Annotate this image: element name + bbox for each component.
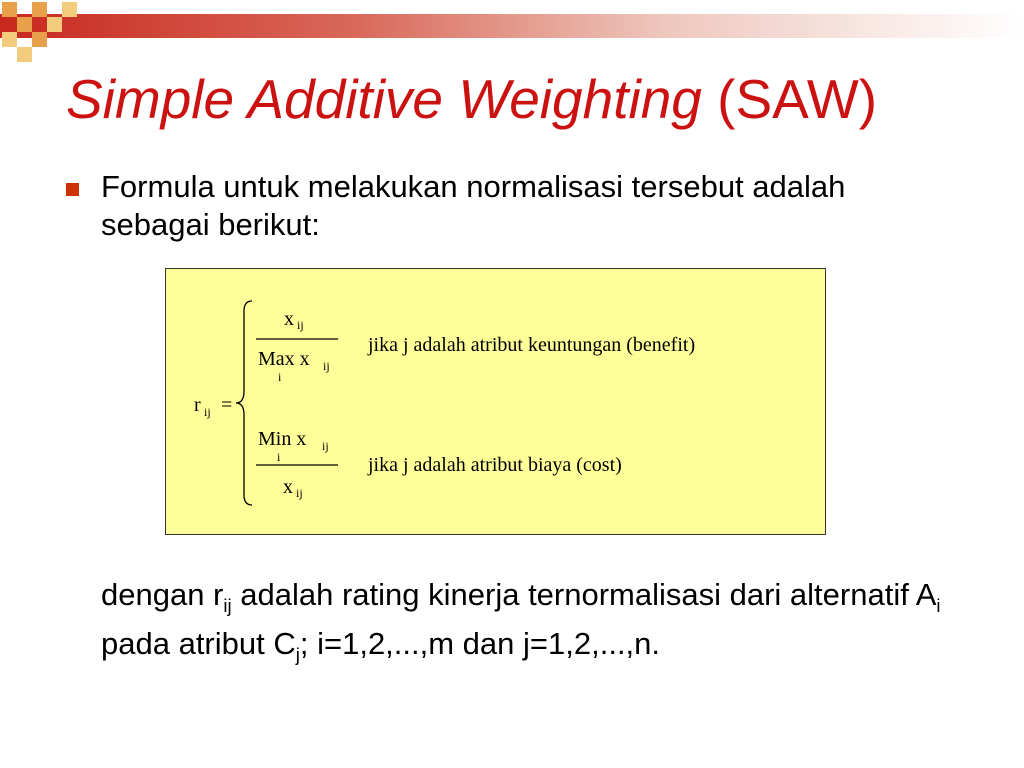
explanation-sub-ij: ij: [223, 595, 232, 617]
bullet-text: Formula untuk melakukan normalisasi tersebut adalah sebagai berikut:: [101, 169, 846, 242]
bullet-square-icon: [66, 183, 79, 196]
cost-numerator: Min x: [258, 428, 307, 450]
benefit-condition-text: jika j adalah atribut keuntungan (benefit): [368, 334, 696, 356]
explanation-text: [101, 576, 961, 674]
explanation-sub-i: i: [936, 595, 941, 617]
header-gradient-bar: [0, 14, 1024, 38]
cost-denominator-sub: ij: [296, 486, 303, 500]
explanation-part-3: pada atribut C: [101, 626, 296, 662]
formula-lhs-r: r: [194, 394, 201, 416]
benefit-denominator-sub: ij: [323, 359, 330, 373]
benefit-numerator-x: x: [284, 308, 294, 330]
cost-numerator-sub: ij: [322, 439, 329, 453]
formula-box: [165, 268, 826, 535]
cost-numerator-under: i: [277, 450, 281, 464]
explanation-part-1: dengan r: [101, 577, 224, 612]
benefit-denominator-under: i: [278, 370, 282, 384]
benefit-numerator-sub: ij: [297, 318, 304, 332]
explanation-part-2: adalah rating kinerja ternormalisasi dari alternatif A: [231, 577, 937, 612]
explanation-part-4: ; i=1,2,...,m dan j=1,2,...,n.: [299, 626, 661, 662]
corner-checker-decoration: [0, 0, 80, 62]
formula-brace: [236, 301, 252, 505]
formula-equals: =: [221, 394, 233, 416]
title-rest: (SAW): [701, 68, 878, 130]
cost-condition-text: jika j adalah atribut biaya (cost): [368, 454, 622, 476]
benefit-denominator: Max x: [258, 348, 310, 370]
title-italic: Simple Additive Weighting: [66, 68, 702, 130]
formula-svg: [166, 269, 827, 536]
slide-title: [66, 68, 878, 130]
formula-lhs-sub: ij: [204, 405, 211, 419]
explanation-sub-j: j: [295, 644, 300, 666]
cost-denominator-x: x: [283, 476, 293, 498]
